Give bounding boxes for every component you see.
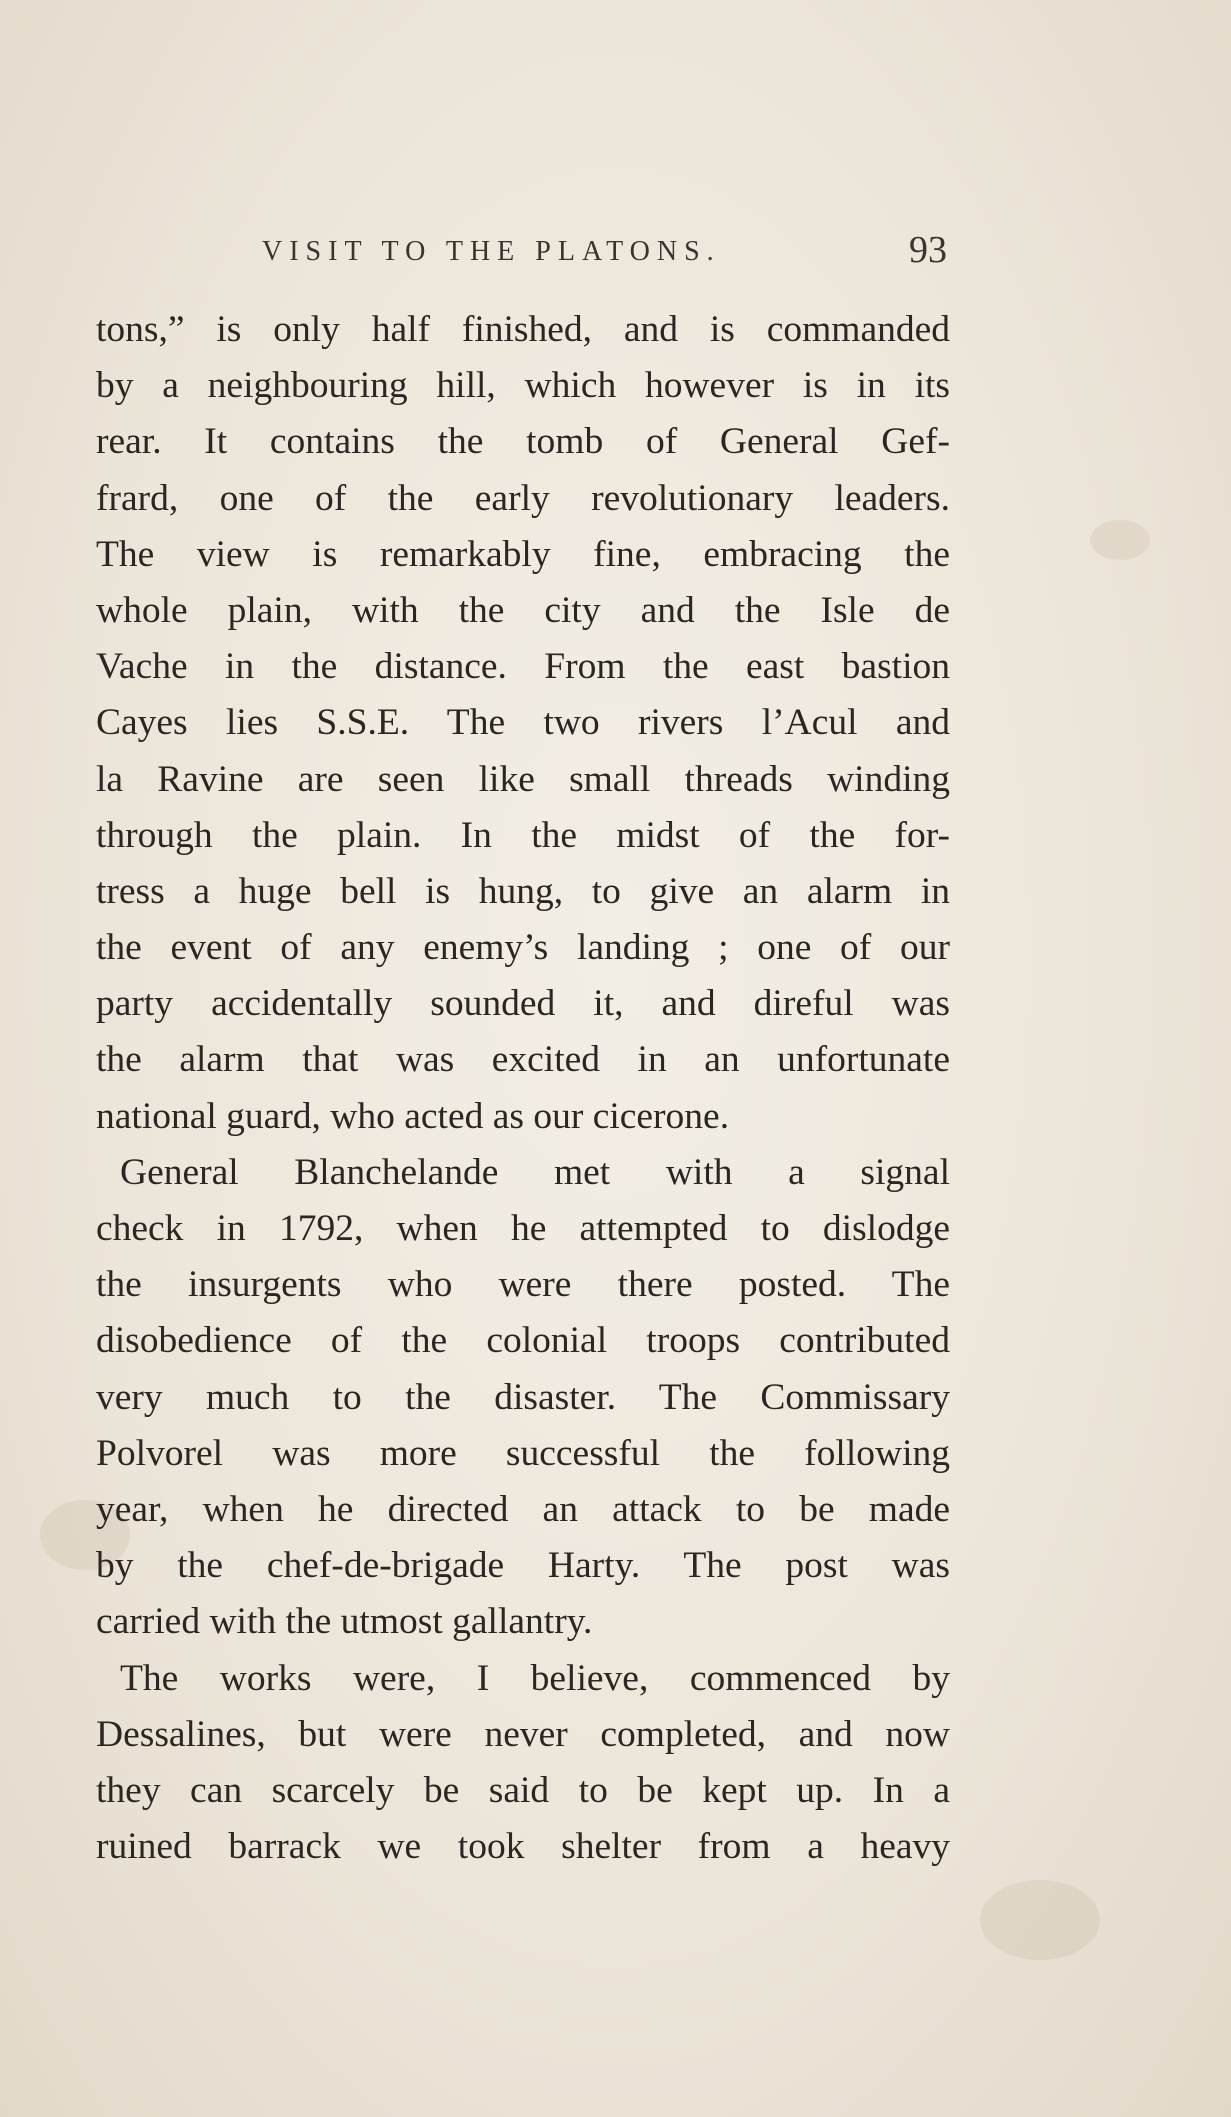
- text-line: the insurgents who were there posted. The: [96, 1264, 950, 1306]
- text-line: The works were, I believe, commenced by: [120, 1657, 950, 1699]
- text-line: disobedience of the colonial troops contributed: [96, 1320, 950, 1362]
- text-line: through the plain. In the midst of the for-: [96, 814, 950, 856]
- text-line: Polvorel was more successful the following: [96, 1432, 950, 1474]
- text-line: Vache in the distance. From the east bastion: [96, 646, 950, 688]
- text-line: by a neighbouring hill, which however is in its: [96, 365, 950, 407]
- text-line: ruined barrack we took shelter from a heavy: [96, 1826, 950, 1868]
- text-line: whole plain, with the city and the Isle de: [96, 589, 950, 631]
- paper-stain: [980, 1880, 1100, 1960]
- text-line: la Ravine are seen like small threads winding: [96, 758, 950, 800]
- text-line: Cayes lies S.S.E. The two rivers l’Acul and: [96, 702, 950, 744]
- text-line: very much to the disaster. The Commissary: [96, 1376, 950, 1418]
- text-line: the event of any enemy’s landing ; one of our: [96, 927, 950, 969]
- text-line: by the chef-de-brigade Harty. The post was: [96, 1545, 950, 1587]
- text-line: party accidentally sounded it, and direful was: [96, 983, 950, 1025]
- page-header: [262, 222, 947, 282]
- body-text: [96, 302, 950, 1875]
- text-line: they can scarcely be said to be kept up. In a: [96, 1769, 950, 1811]
- text-line: The view is remarkably fine, embracing the: [96, 533, 950, 575]
- text-line: carried with the utmost gallantry.: [96, 1601, 593, 1643]
- text-line: tress a huge bell is hung, to give an alarm in: [96, 870, 950, 912]
- text-line: check in 1792, when he attempted to dislodge: [96, 1208, 950, 1249]
- text-line: Dessalines, but were never completed, and now: [96, 1713, 950, 1755]
- text-line: General Blanchelande met with a signal: [120, 1151, 950, 1193]
- paper-stain: [1090, 520, 1150, 560]
- running-title: VISIT TO THE PLATONS.: [262, 236, 721, 267]
- text-line: national guard, who acted as our cicerone.: [96, 1095, 730, 1137]
- page-number: 93: [909, 229, 947, 271]
- text-line: frard, one of the early revolutionary leaders.: [96, 477, 950, 519]
- text-line: rear. It contains the tomb of General Gef-: [96, 421, 950, 463]
- text-line: tons,” is only half finished, and is commanded: [96, 309, 950, 350]
- text-line: the alarm that was excited in an unfortunate: [96, 1039, 950, 1081]
- text-line: year, when he directed an attack to be made: [96, 1488, 950, 1530]
